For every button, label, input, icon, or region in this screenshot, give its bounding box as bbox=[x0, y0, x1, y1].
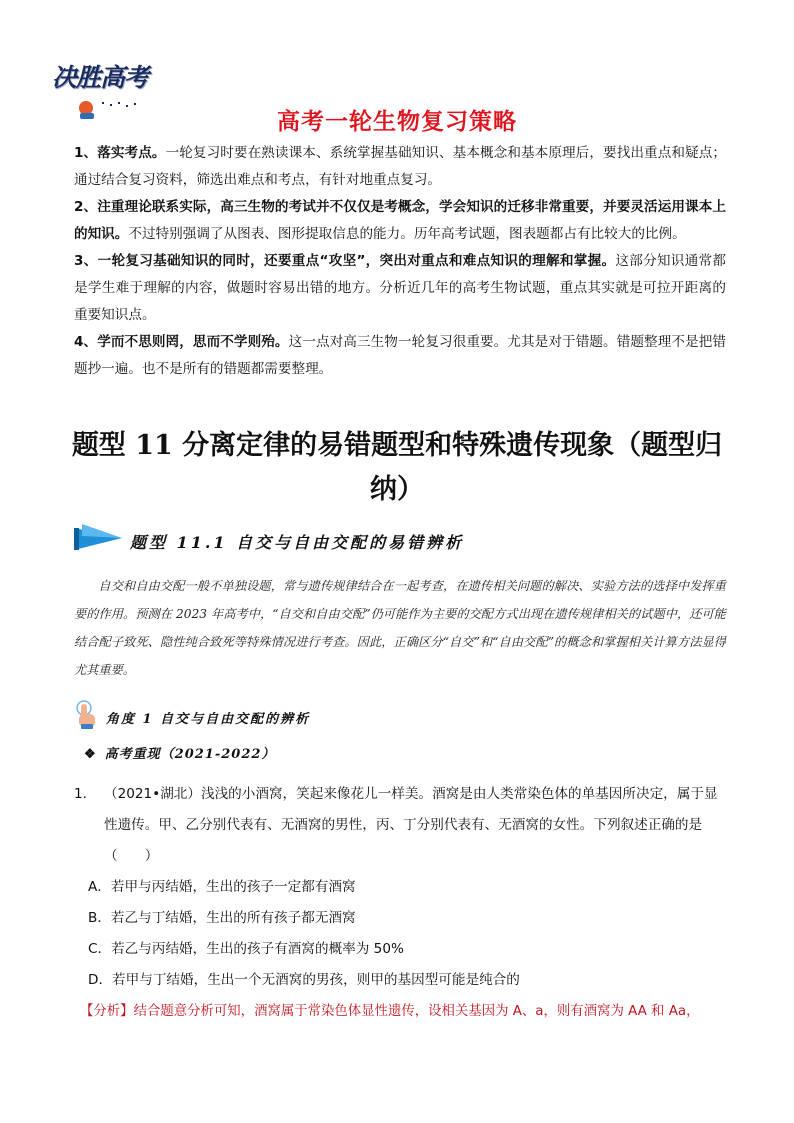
option-d: D．若甲与丁结婚，生出一个无酒窝的男孩，则甲的基因型可能是纯合的 bbox=[88, 972, 520, 988]
strategy-item bbox=[74, 194, 726, 248]
strategy-item bbox=[74, 329, 726, 383]
main-title: 题型 11 分离定律的易错题型和特殊遗传现象（题型归纳） bbox=[71, 430, 723, 505]
strategy-body: 不过特别强调了从图表、图形提取信息的能力。历年高考试题，图表题都占有比较大的比例。 bbox=[128, 226, 686, 242]
strategy-item bbox=[74, 140, 726, 194]
strategy-item bbox=[74, 248, 726, 329]
option-c: C．若乙与丙结婚，生出的孩子有酒窝的概率为 50% bbox=[88, 941, 404, 957]
exam-reappear-title: 高考重现（2021-2022） bbox=[104, 747, 276, 762]
strategy-list bbox=[74, 140, 726, 383]
section-heading bbox=[72, 522, 492, 558]
option-a: A．若甲与丙结婚，生出的孩子一定都有酒窝 bbox=[88, 879, 356, 895]
strategy-lead: 2、注重理论联系实际，高三生物的考试并不仅仅是考概念，学会知识的迁移非常重要，并要灵活运用课本上的知识。 bbox=[74, 199, 726, 242]
strategy-lead: 3、一轮复习基础知识的同时，还要重点“攻坚”，突出对重点和难点知识的理解和掌握。 bbox=[74, 253, 616, 269]
pointing-hand-icon bbox=[74, 700, 100, 730]
analysis-text: 结合题意分析可知，酒窝属于常染色体显性遗传，设相关基因为 A、a，则有酒窝为 AA 和 Aa， bbox=[133, 1004, 700, 1019]
diamond-bullet-icon: ❖ bbox=[84, 747, 97, 762]
strategy-body: 这部分知识通常都是学生难于理解的内容，做题时容易出错的地方。分析近几年的高考生物试题，重点其实就是可拉开距离的重要知识点。 bbox=[74, 253, 727, 323]
question-number: 1. bbox=[74, 786, 87, 802]
answer-blank: （ ） bbox=[104, 848, 159, 864]
play-arrow-icon bbox=[72, 522, 124, 552]
analysis-line bbox=[80, 999, 740, 1025]
intro-paragraph: 自交和自由交配一般不单独设题，常与遗传规律结合在一起考查，在遗传相关问题的解决、实验方法的选择中发挥重要的作用。预测在 2023 年高考中，“自交和自由交配”仍可能作为主要的交配方式出现在遗传规律相关的试题中，还可能结合配子致死、隐性纯合致死等特殊情况进行考查。因此，正确区分“自交”和“自由交配”的概念和掌握相关计算方法显得尤其重要。 bbox=[74, 579, 726, 677]
strategy-body: 一轮复习时要在熟读课本、系统掌握基础知识、基本概念和基本原理后，要找出重点和疑点；通过结合复习资料，筛选出难点和考点，有针对地重点复习。 bbox=[74, 145, 726, 188]
question-text: （2021•湖北）浅浅的小酒窝，笑起来像花儿一样美。酒窝是由人类常染色体的单基因所决定，属于显性遗传。甲、乙分别代表有、无酒窝的男性，丙、丁分别代表有、无酒窝的女性。下列叙述正确的是 bbox=[104, 786, 718, 833]
question-block bbox=[74, 779, 730, 996]
document-title: 高考一轮生物复习策略 bbox=[277, 109, 517, 135]
analysis-tag: 【分析】 bbox=[80, 1004, 134, 1019]
logo-text: 决胜高考 bbox=[52, 63, 149, 92]
option-list bbox=[74, 872, 730, 996]
exam-reappear-heading bbox=[84, 743, 275, 762]
option-b: B．若乙与丁结婚，生出的所有孩子都无酒窝 bbox=[88, 910, 356, 926]
strategy-lead: 1、落实考点。 bbox=[74, 145, 166, 161]
angle-heading bbox=[74, 700, 474, 730]
strategy-lead: 4、学而不思则罔，思而不学则殆。 bbox=[74, 334, 289, 350]
section-title: 题型 11.1 自交与自由交配的易错辨析 bbox=[130, 533, 465, 552]
angle-title: 角度 1 自交与自由交配的辨析 bbox=[106, 712, 311, 727]
strategy-body: 这一点对高三生物一轮复习很重要。尤其是对于错题。错题整理不是把错题抄一遍。也不是所有的错题都需要整理。 bbox=[74, 334, 726, 377]
question-stem bbox=[74, 779, 730, 841]
